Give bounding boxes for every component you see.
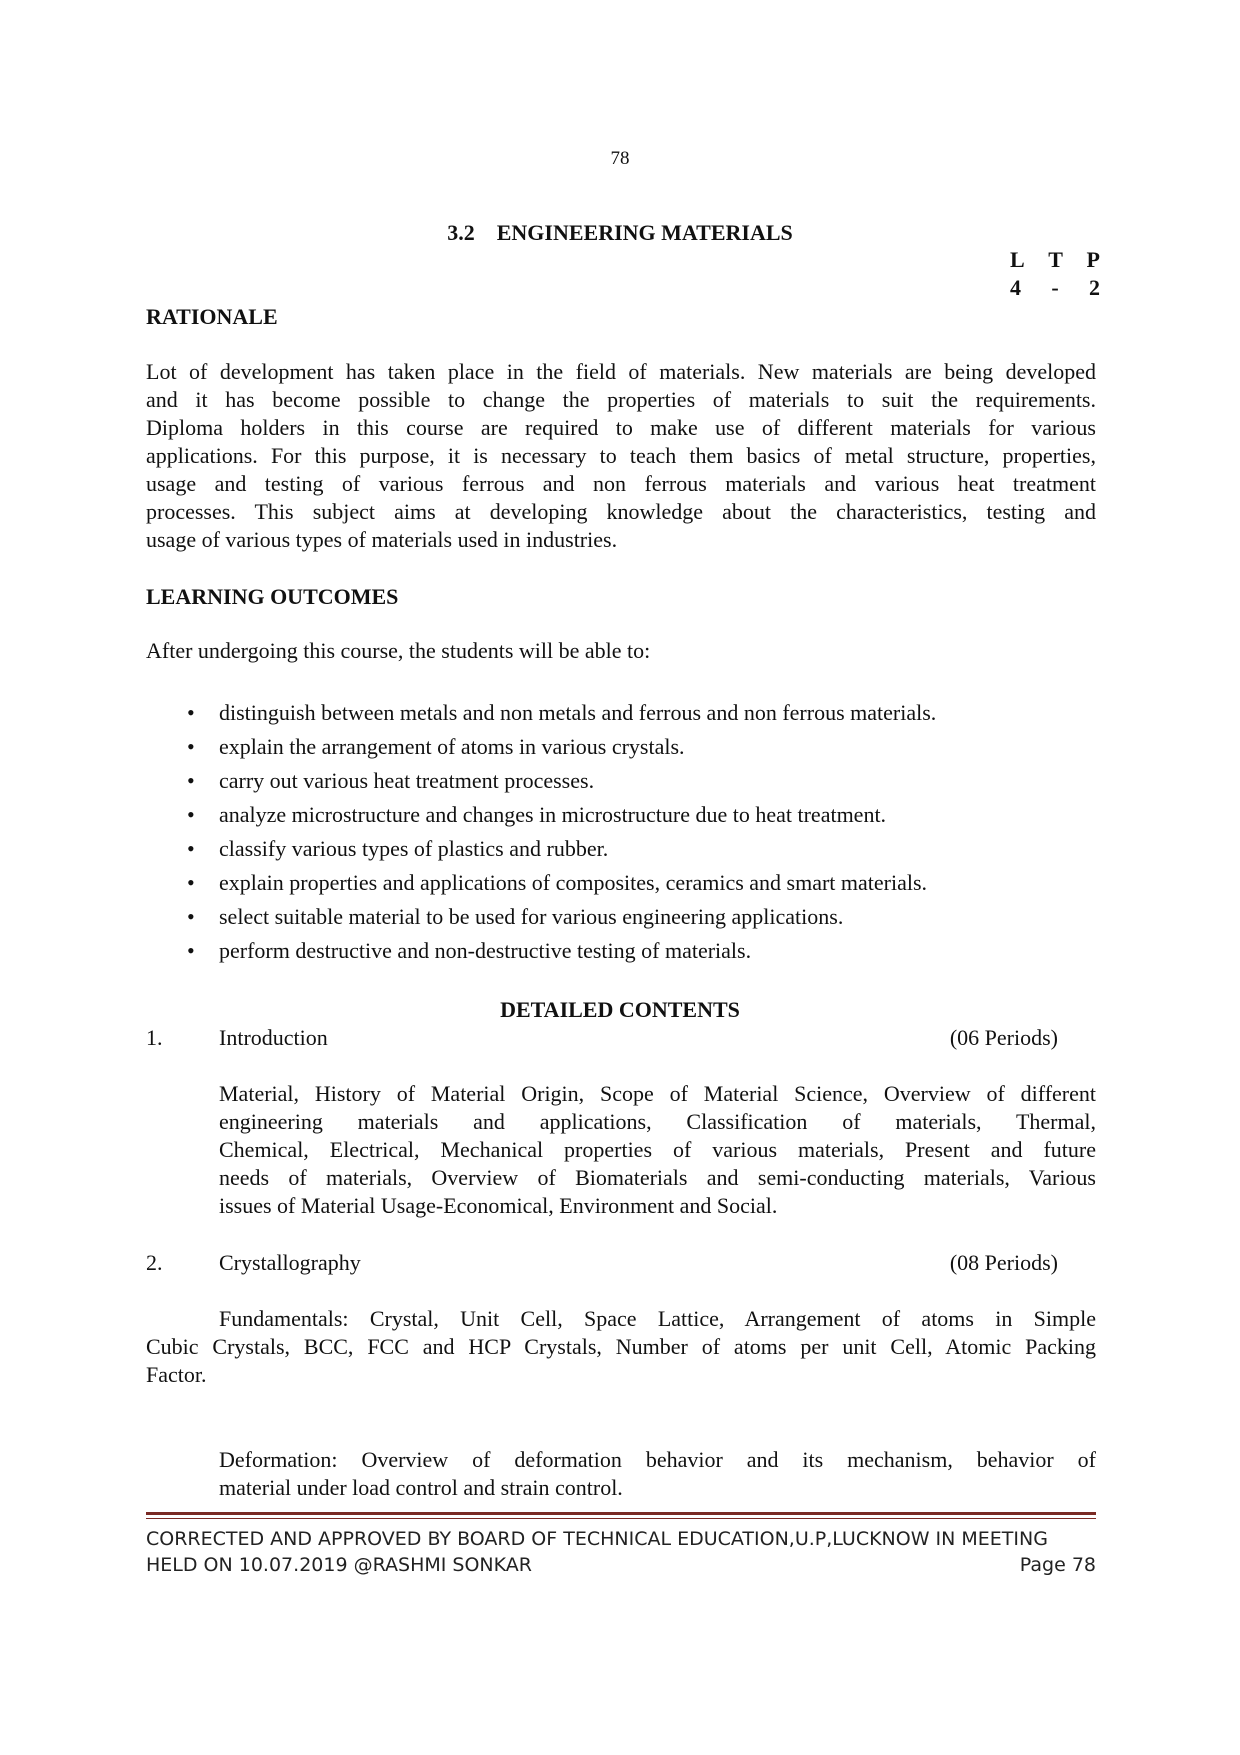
list-item — [146, 934, 936, 968]
bullet-icon: • — [187, 700, 195, 725]
list-item-text: distinguish between metals and non metals and ferrous and non ferrous materials. — [219, 700, 937, 725]
bullet-icon: • — [187, 768, 195, 793]
list-item-text: perform destructive and non-destructive testing of materials. — [219, 938, 752, 963]
rationale-line: Diploma holders in this course are required to make use of different materials for various — [146, 415, 1096, 440]
section-number: 1. — [146, 1025, 163, 1050]
section-periods: (08 Periods) — [949, 1250, 1058, 1275]
body-line: needs of materials, Overview of Biomaterials and semi-conducting materials, Various — [219, 1165, 1096, 1190]
rationale-line: usage and testing of various ferrous and non ferrous materials and various heat treatment — [146, 471, 1096, 496]
section-crystallography-deformation — [219, 1446, 1096, 1502]
list-item — [146, 696, 936, 730]
list-item — [146, 832, 936, 866]
rationale-line: Lot of development has taken place in the field of materials. New materials are being developed — [146, 359, 1096, 384]
body-line: Chemical, Electrical, Mechanical properties of various materials, Present and future — [219, 1137, 1096, 1162]
section-crystallography-fundamentals — [146, 1305, 1096, 1389]
footer-line-1: CORRECTED AND APPROVED BY BOARD OF TECHNICAL EDUCATION,U.P,LUCKNOW IN MEETING — [146, 1528, 1048, 1550]
ltp-header-p: P — [1086, 247, 1100, 272]
body-line: material under load control and strain control. — [219, 1475, 623, 1500]
bullet-icon: • — [187, 734, 195, 759]
list-item-text: carry out various heat treatment processes. — [219, 768, 595, 793]
list-item — [146, 764, 936, 798]
body-line: Factor. — [146, 1362, 207, 1387]
body-line: engineering materials and applications, Classification of materials, Thermal, — [219, 1109, 1096, 1134]
rationale-line: processes. This subject aims at developing knowledge about the characteristics, testing and — [146, 499, 1096, 524]
list-item-text: explain properties and applications of composites, ceramics and smart materials. — [219, 870, 928, 895]
section-periods: (06 Periods) — [949, 1025, 1058, 1050]
bullet-icon: • — [187, 904, 195, 929]
list-item — [146, 900, 936, 934]
rationale-line: usage of various types of materials used in industries. — [146, 527, 618, 552]
ltp-table — [1010, 246, 1100, 302]
ltp-header-row — [1010, 246, 1100, 274]
bullet-icon: • — [187, 836, 195, 861]
ltp-value-l: 4 — [1010, 275, 1021, 300]
list-item-text: explain the arrangement of atoms in various crystals. — [219, 734, 685, 759]
footer-line-2 — [146, 1552, 1096, 1578]
rationale-heading: RATIONALE — [146, 304, 278, 329]
footer-page-label: Page 78 — [1019, 1554, 1096, 1576]
section-name: Crystallography — [219, 1250, 361, 1275]
ltp-values-row — [1010, 274, 1100, 302]
page-footer — [146, 1526, 1096, 1578]
title-number: 3.2 — [447, 220, 475, 245]
page-title — [0, 220, 1240, 246]
rationale-line: applications. For this purpose, it is necessary to teach them basics of metal structure, properties, — [146, 443, 1096, 468]
bullet-icon: • — [187, 870, 195, 895]
bullet-icon: • — [187, 802, 195, 827]
learning-outcomes-intro: After undergoing this course, the students will be able to: — [146, 638, 651, 663]
section-header-crystallography — [146, 1250, 1058, 1276]
list-item-text: classify various types of plastics and rubber. — [219, 836, 609, 861]
ltp-value-t: - — [1051, 275, 1059, 300]
title-text: ENGINEERING MATERIALS — [496, 220, 793, 245]
list-item-text: select suitable material to be used for various engineering applications. — [219, 904, 844, 929]
body-line: Cubic Crystals, BCC, FCC and HCP Crystals, Number of atoms per unit Cell, Atomic Packing — [146, 1334, 1096, 1359]
section-name: Introduction — [219, 1025, 328, 1050]
rationale-paragraph — [146, 358, 1096, 554]
detailed-contents-heading: DETAILED CONTENTS — [500, 997, 740, 1022]
ltp-header-t: T — [1048, 247, 1063, 272]
list-item — [146, 866, 936, 900]
list-item-text: analyze microstructure and changes in microstructure due to heat treatment. — [219, 802, 887, 827]
body-line: Material, History of Material Origin, Scope of Material Science, Overview of different — [219, 1081, 1096, 1106]
page-number: 78 — [610, 148, 630, 169]
footer-approval-info: HELD ON 10.07.2019 @RASHMI SONKAR — [146, 1554, 532, 1576]
footer-rule-thick — [146, 1512, 1096, 1515]
body-line: Deformation: Overview of deformation behavior and its mechanism, behavior of — [219, 1447, 1096, 1472]
list-item — [146, 798, 936, 832]
section-number: 2. — [146, 1250, 163, 1275]
body-line: Fundamentals: Crystal, Unit Cell, Space Lattice, Arrangement of atoms in Simple — [219, 1306, 1096, 1331]
list-item — [146, 730, 936, 764]
section-introduction-body — [219, 1080, 1096, 1220]
ltp-header-l: L — [1010, 247, 1025, 272]
learning-outcomes-heading: LEARNING OUTCOMES — [146, 584, 399, 609]
rationale-line: and it has become possible to change the properties of materials to suit the requirements. — [146, 387, 1096, 412]
learning-outcomes-list — [146, 696, 936, 968]
bullet-icon: • — [187, 938, 195, 963]
ltp-value-p: 2 — [1088, 275, 1100, 300]
footer-rule-thin — [146, 1518, 1096, 1519]
section-header-introduction — [146, 1025, 1058, 1051]
body-line: issues of Material Usage-Economical, Environment and Social. — [219, 1193, 778, 1218]
